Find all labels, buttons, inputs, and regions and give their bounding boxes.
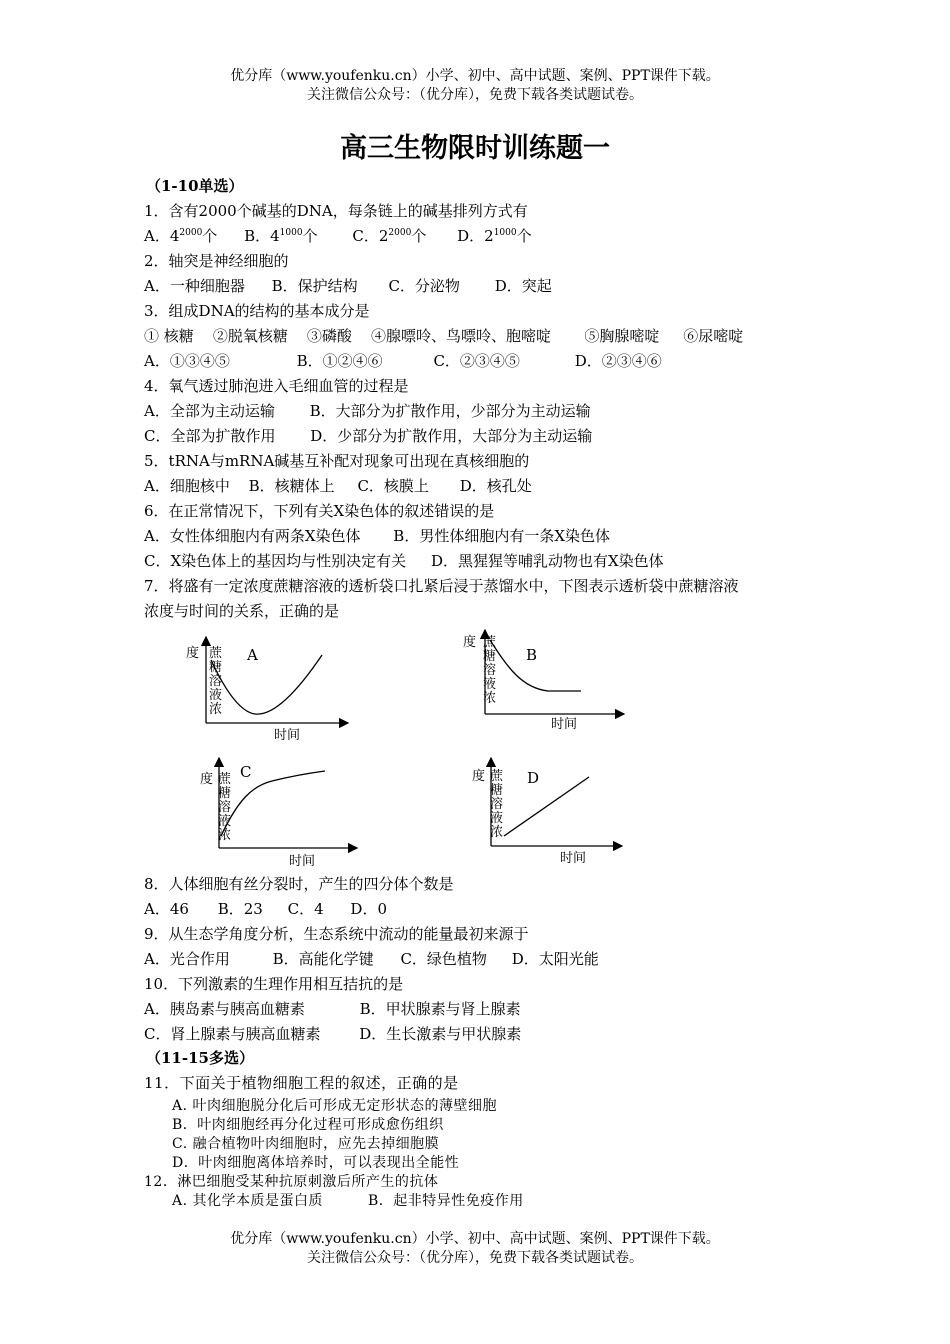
q6-option-d: D．黑猩猩等哺乳动物也有X染色体 [430,552,664,570]
q9-stem: 9．从生态学角度分析，生态系统中流动的能量最初来源于 [144,925,529,943]
q4-option-b: B．大部分为扩散作用，少部分为主动运输 [309,402,591,420]
q8-stem: 8．人体细胞有丝分裂时，产生的四分体个数是 [144,875,454,893]
q3-option-d: D．②③④⑥ [574,352,662,370]
q2-option-d: D．突起 [494,277,552,295]
graph-a-ylabel-1: 蔗 [209,646,223,661]
graph-a-ylabel-4: 液 [209,688,223,703]
q12-option-a: A. 其化学本质是蛋白质 [172,1193,324,1209]
graph-c [200,758,357,869]
q4-option-d: D．少部分为扩散作用，大部分为主动运输 [310,427,593,445]
graph-d-ylabel-4: 液 [490,811,504,826]
q3-option-c: C．②③④⑤ [433,352,520,370]
graph-d-line [504,777,589,836]
graph-c-ylabel-5: 浓 [218,828,232,843]
q5-option-c: C．核膜上 [357,477,429,495]
graph-c-ylabel-2: 糖 [218,786,232,801]
q3-option-b: B．①②④⑥ [296,352,383,370]
q7-stem-line2: 浓度与时间的关系，正确的是 [144,602,340,620]
q10-option-b: B．甲状腺素与肾上腺素 [359,1000,521,1018]
graph-a-curve [211,655,322,714]
q2-option-b: B．保护结构 [271,277,358,295]
graph-b-ylabel-2: 糖 [483,649,497,664]
graph-a-ylabel-5: 浓 [209,702,223,717]
q2-option-a: A．一种细胞器 [144,277,245,295]
graph-b-ylabel-5: 浓 [483,691,497,706]
q1-option-b: B．$4^{1000}$个 [244,227,318,245]
q1-stem: 1．含有2000个碱基的DNA，每条链上的碱基排列方式有 [144,202,528,220]
q4-option-a: A．全部为主动运输 [144,402,275,420]
q10-options-row1 [144,998,521,1020]
q6-option-c: C．X染色体上的基因均与性别决定有关 [144,552,407,570]
q8-option-b: B．23 [217,900,263,918]
graph-d-ylabel-3: 溶 [490,797,504,812]
footer-line-2: 关注微信公众号：（优分库），免费下载各类试题试卷。 [307,1250,643,1266]
graph-b-ylabel-tail: 度 [463,635,477,650]
graph-c-ylabel-tail: 度 [200,772,214,787]
graph-b-ylabel-1: 蔗 [483,635,497,650]
q5-stem: 5．tRNA与mRNA碱基互补配对现象可出现在真核细胞的 [144,452,530,470]
graph-a-letter: A [247,646,258,664]
graph-d-ylabel-2: 糖 [490,783,504,798]
graph-c-ylabel-1: 蔗 [218,772,232,787]
header-line-1: 优分库（www.youfenku.cn）小学、初中、高中试题、案例、PPT课件下载。 [230,68,720,84]
graph-d-xlabel: 时间 [560,851,587,866]
q3-items: ① 核糖 ②脱氧核糖 ③磷酸 ④腺嘌呤、鸟嘌呤、胞嘧啶 ⑤胸腺嘧啶 ⑥尿嘧啶 [144,327,744,345]
q3-stem: 3．组成DNA的结构的基本成分是 [144,302,370,320]
graph-b-letter: B [526,646,538,664]
q12-stem: 12．淋巴细胞受某种抗原刺激后所产生的抗体 [144,1174,439,1190]
graph-d-letter: D [527,769,540,787]
q6-stem: 6．在正常情况下，下列有关X染色体的叙述错误的是 [144,502,495,520]
q12-option-b: B．起非特异性免疫作用 [367,1193,524,1209]
graph-d-ylabel-tail: 度 [472,769,486,784]
q1-option-a: A．$4^{2000}$个 [144,227,218,245]
q2-option-c: C．分泌物 [388,277,460,295]
graph-b-xlabel: 时间 [551,717,578,732]
graph-b [463,630,624,732]
q9-option-a: A．光合作用 [144,950,230,968]
q1-option-c: C．$2^{2000}$个 [352,227,427,245]
q6-option-a: A．女性体细胞内有两条X染色体 [144,527,361,545]
q11-stem: 11．下面关于植物细胞工程的叙述，正确的是 [144,1074,459,1092]
q10-option-d: D．生长激素与甲状腺素 [359,1025,522,1043]
graph-a-ylabel-tail: 度 [186,646,200,661]
q9-options [144,948,599,970]
graph-c-curve [221,771,325,836]
graph-a [186,637,348,743]
q8-option-a: A．46 [144,900,189,918]
q10-option-a: A．胰岛素与胰高血糖素 [144,1000,305,1018]
graph-a-ylabel-3: 溶 [209,674,223,689]
q5-option-a: A．细胞核中 [144,477,230,495]
q5-option-d: D．核孔处 [459,477,532,495]
q3-option-a: A．①③④⑤ [144,352,230,370]
graph-d-ylabel-5: 浓 [490,825,504,840]
graph-a-xlabel: 时间 [274,728,301,743]
graph-b-ylabel-4: 液 [483,677,497,692]
graph-c-xlabel: 时间 [289,854,316,869]
q10-option-c: C．肾上腺素与胰高血糖素 [144,1025,321,1043]
q10-stem: 10．下列激素的生理作用相互拮抗的是 [144,975,404,993]
q11-option-b: B．叶肉细胞经再分化过程可形成愈伤组织 [172,1117,444,1133]
header-line-2: 关注微信公众号：（优分库），免费下载各类试题试卷。 [307,87,643,103]
q1-option-d: D．$2^{1000}$个 [457,227,532,245]
q2-stem: 2．轴突是神经细胞的 [144,252,289,270]
graph-a-ylabel-2: 糖 [209,660,223,675]
q8-options [144,898,387,920]
section-multiple-choice: （11-15多选） [146,1049,254,1067]
q10-options-row2 [144,1023,521,1045]
q9-option-d: D．太阳光能 [511,950,599,968]
graph-b-ylabel-3: 溶 [483,663,497,678]
q4-stem: 4．氧气透过肺泡进入毛细血管的过程是 [144,377,409,395]
graph-c-ylabel-3: 溶 [218,800,232,815]
graph-c-ylabel-4: 液 [218,814,232,829]
q9-option-c: C．绿色植物 [400,950,487,968]
q12-options [172,1192,524,1211]
q8-option-c: C．4 [287,900,324,918]
q6-option-b: B．男性体细胞内有一条X染色体 [393,527,610,545]
graph-d [472,758,622,866]
q7-stem-line1: 7．将盛有一定浓度蔗糖溶液的透析袋口扎紧后浸于蒸馏水中，下图表示透析袋中蔗糖溶液 [144,577,739,595]
graph-c-letter: C [240,763,252,781]
q9-option-b: B．高能化学键 [272,950,374,968]
graph-d-ylabel-1: 蔗 [490,769,504,784]
q11-option-c: C. 融合植物叶肉细胞时，应先去掉细胞膜 [172,1136,440,1152]
q11-option-a: A. 叶肉细胞脱分化后可形成无定形状态的薄壁细胞 [172,1098,498,1114]
footer-line-1: 优分库（www.youfenku.cn）小学、初中、高中试题、案例、PPT课件下载。 [230,1231,720,1247]
q11-option-d: D．叶肉细胞离体培养时，可以表现出全能性 [172,1155,460,1171]
q8-option-d: D．0 [350,900,387,918]
page-title: 高三生物限时训练题一 [340,133,610,164]
q4-option-c: C．全部为扩散作用 [144,427,276,445]
section-single-choice: （1-10单选） [146,177,244,195]
q5-option-b: B．核糖体上 [248,477,335,495]
